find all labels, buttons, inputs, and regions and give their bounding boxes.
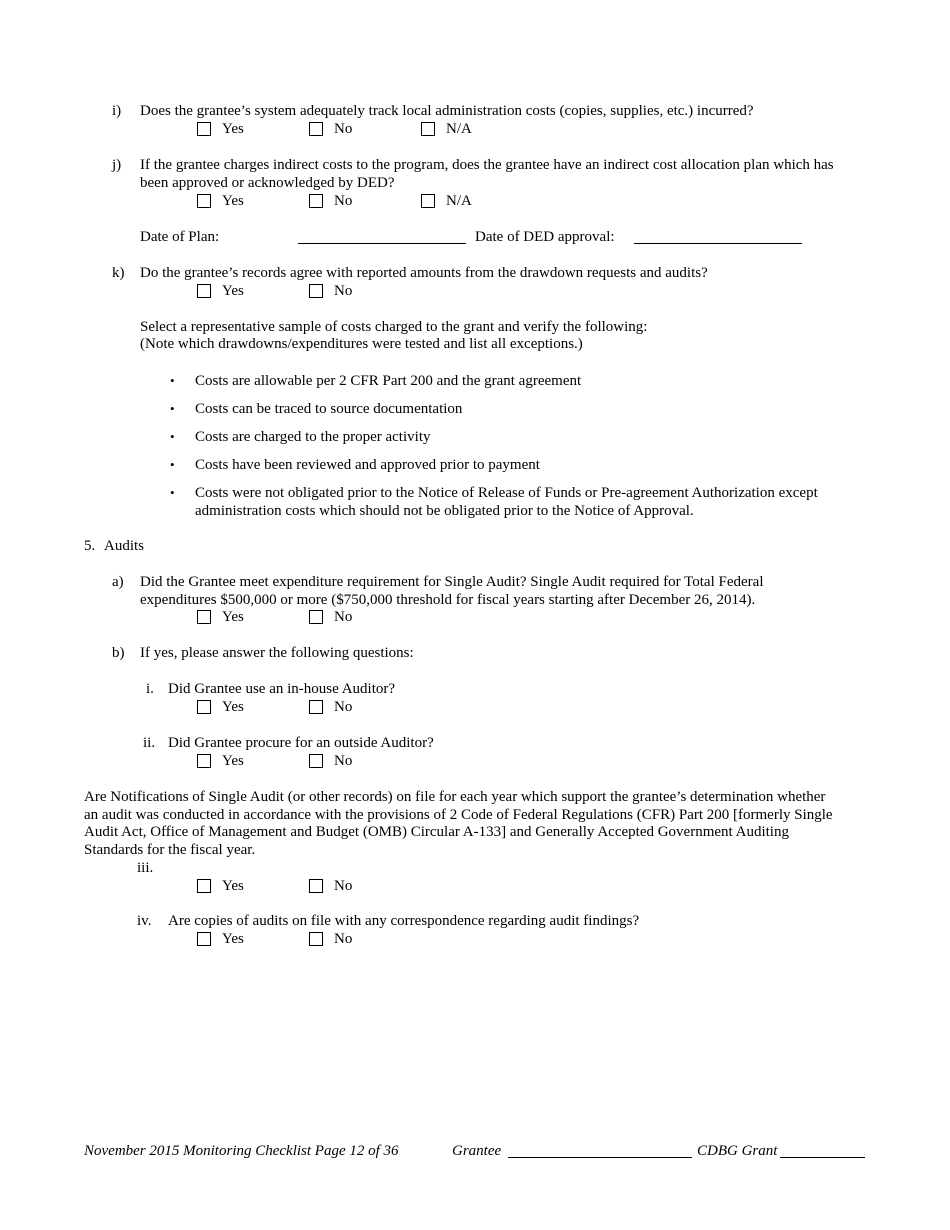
question-5b-marker: b) xyxy=(112,645,125,661)
checkbox[interactable] xyxy=(197,754,211,768)
checkbox[interactable] xyxy=(197,610,211,624)
question-i-yes[interactable]: Yes xyxy=(197,120,244,138)
footer-page-info: November 2015 Monitoring Checklist Page 12 of 36 xyxy=(84,1143,399,1159)
question-5a-line1: Did the Grantee meet expenditure requirement for Single Audit? Single Audit required for Total Federal xyxy=(140,574,764,590)
sub-iv-no[interactable]: No xyxy=(309,930,352,948)
question-i-text: Does the grantee’s system adequately track local administration costs (copies, supplies, etc.) incurred? xyxy=(140,103,754,119)
bullet-4-marker: • xyxy=(170,457,175,472)
checkbox[interactable] xyxy=(309,932,323,946)
section-5-number: 5. xyxy=(84,538,96,554)
question-5b-text: If yes, please answer the following questions: xyxy=(140,645,414,661)
question-j-na[interactable]: N/A xyxy=(421,192,472,210)
checkbox[interactable] xyxy=(309,754,323,768)
date-of-ded-approval-label: Date of DED approval: xyxy=(475,229,615,245)
question-k-marker: k) xyxy=(112,265,125,281)
question-5a-line2: expenditures $500,000 or more ($750,000 threshold for fiscal years starting after December 26, 2014). xyxy=(140,592,756,608)
checkbox[interactable] xyxy=(309,122,323,136)
question-k-text: Do the grantee’s records agree with reported amounts from the drawdown requests and audits? xyxy=(140,265,708,281)
checkbox[interactable] xyxy=(197,122,211,136)
checkbox[interactable] xyxy=(197,284,211,298)
question-k-yes[interactable]: Yes xyxy=(197,282,244,300)
sample-instructions-line2: (Note which drawdowns/expenditures were tested and list all exceptions.) xyxy=(140,336,583,352)
checkbox[interactable] xyxy=(197,932,211,946)
question-i-no[interactable]: No xyxy=(309,120,352,138)
bullet-1-marker: • xyxy=(170,373,175,388)
sub-iv-text: Are copies of audits on file with any correspondence regarding audit findings? xyxy=(168,913,640,929)
footer-grant-label: CDBG Grant xyxy=(697,1143,778,1159)
checkbox[interactable] xyxy=(309,700,323,714)
audit-paragraph-line1: Are Notifications of Single Audit (or other records) on file for each year which support the grantee’s determination whether xyxy=(84,789,826,805)
section-5-title: Audits xyxy=(104,538,145,554)
sub-iii-marker: iii. xyxy=(137,860,154,876)
question-5a-marker: a) xyxy=(112,574,124,590)
sub-ii-text: Did Grantee procure for an outside Auditor? xyxy=(168,735,434,751)
sub-iii-yes[interactable]: Yes xyxy=(197,877,244,895)
sub-iv-yes[interactable]: Yes xyxy=(197,930,244,948)
checkbox[interactable] xyxy=(309,194,323,208)
question-j-no[interactable]: No xyxy=(309,192,352,210)
sub-i-no[interactable]: No xyxy=(309,698,352,716)
bullet-2-text: Costs can be traced to source documentation xyxy=(195,401,463,417)
audit-paragraph-line2: an audit was conducted in accordance with the provisions of 2 Code of Federal Regulations (CFR) Part 200 [formerly Single xyxy=(84,807,833,823)
sub-i-marker: i. xyxy=(146,681,154,697)
bullet-4-text: Costs have been reviewed and approved prior to payment xyxy=(195,457,540,473)
checkbox[interactable] xyxy=(309,610,323,624)
checkbox[interactable] xyxy=(197,879,211,893)
question-j-marker: j) xyxy=(112,157,122,173)
bullet-3-text: Costs are charged to the proper activity xyxy=(195,429,431,445)
date-of-ded-approval-field[interactable] xyxy=(634,229,802,244)
checkbox[interactable] xyxy=(421,122,435,136)
question-j-line2: been approved or acknowledged by DED? xyxy=(140,175,395,191)
footer-grantee-field[interactable] xyxy=(508,1143,692,1158)
audit-paragraph-line4: Standards for the fiscal year. xyxy=(84,842,256,858)
footer-grant-field[interactable] xyxy=(780,1143,865,1158)
bullet-5-text-line1: Costs were not obligated prior to the Notice of Release of Funds or Pre-agreement Authorization except xyxy=(195,485,818,501)
bullet-2-marker: • xyxy=(170,401,175,416)
sub-iii-no[interactable]: No xyxy=(309,877,352,895)
checkbox[interactable] xyxy=(309,879,323,893)
bullet-1-text: Costs are allowable per 2 CFR Part 200 and the grant agreement xyxy=(195,373,582,389)
checkbox[interactable] xyxy=(309,284,323,298)
question-5a-no[interactable]: No xyxy=(309,608,352,626)
sub-iv-marker: iv. xyxy=(137,913,152,929)
question-j-line1: If the grantee charges indirect costs to the program, does the grantee have an indirect cost allocation plan which has xyxy=(140,157,834,173)
question-i-na[interactable]: N/A xyxy=(421,120,472,138)
sub-i-text: Did Grantee use an in-house Auditor? xyxy=(168,681,396,697)
question-k-no[interactable]: No xyxy=(309,282,352,300)
bullet-5-text-line2: administration costs which should not be obligated prior to the Notice of Approval. xyxy=(195,503,694,519)
sub-ii-marker: ii. xyxy=(143,735,156,751)
sample-instructions-line1: Select a representative sample of costs charged to the grant and verify the following: xyxy=(140,319,648,335)
bullet-5-marker: • xyxy=(170,485,175,500)
sub-ii-yes[interactable]: Yes xyxy=(197,752,244,770)
checkbox[interactable] xyxy=(197,700,211,714)
checkbox[interactable] xyxy=(197,194,211,208)
sub-i-yes[interactable]: Yes xyxy=(197,698,244,716)
bullet-3-marker: • xyxy=(170,429,175,444)
sub-ii-no[interactable]: No xyxy=(309,752,352,770)
checkbox[interactable] xyxy=(421,194,435,208)
date-of-plan-field[interactable] xyxy=(298,229,466,244)
question-j-yes[interactable]: Yes xyxy=(197,192,244,210)
question-5a-yes[interactable]: Yes xyxy=(197,608,244,626)
footer-grantee-label: Grantee xyxy=(452,1143,502,1159)
question-i-marker: i) xyxy=(112,103,122,119)
date-of-plan-label: Date of Plan: xyxy=(140,229,220,245)
audit-paragraph-line3: Audit Act, Office of Management and Budget (OMB) Circular A-133] and Generally Accepted Government Auditing xyxy=(84,824,789,840)
